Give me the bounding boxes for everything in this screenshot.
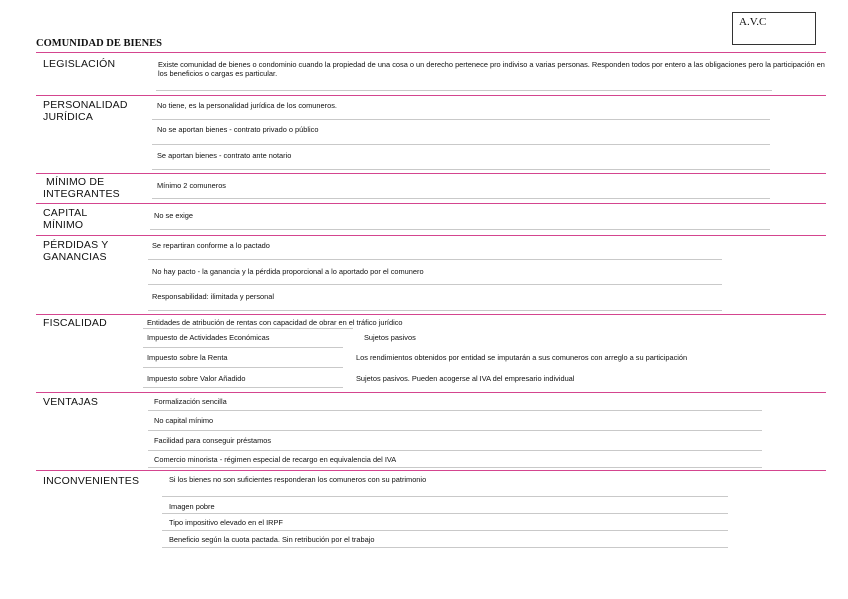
- section-divider: [36, 235, 826, 236]
- list-item: Tipo impositivo elevado en el IRPF: [169, 518, 283, 527]
- section-divider: [36, 203, 826, 204]
- section-label-fiscalidad: FISCALIDAD: [43, 317, 107, 329]
- row-rule: [152, 119, 770, 120]
- tax-note: Los rendimientos obtenidos por entidad se imputarán a sus comuneros con arreglo a su participación: [356, 353, 688, 362]
- list-item: Responsabilidad: ilimitada y personal: [152, 292, 275, 301]
- section-label-line: GANANCIAS: [43, 251, 107, 263]
- section-label-capital: [43, 207, 87, 231]
- section-divider: [36, 314, 826, 315]
- section-label-legislacion: LEGISLACIÓN: [43, 58, 116, 70]
- row-rule: [148, 450, 762, 451]
- row-rule: [143, 367, 343, 368]
- row-rule: [148, 310, 722, 311]
- section-divider: [36, 470, 826, 471]
- row-rule: [148, 259, 722, 260]
- section-label-line: MÍNIMO: [43, 219, 84, 231]
- section-divider: [36, 52, 826, 53]
- tax-name: Impuesto sobre Valor Añadido: [147, 374, 246, 383]
- section-label-line: CAPITAL: [43, 207, 88, 219]
- minimo-text: Mínimo 2 comuneros: [157, 181, 227, 190]
- tax-note: Sujetos pasivos: [364, 333, 416, 342]
- list-item: Formalización sencilla: [154, 397, 227, 406]
- list-item: Facilidad para conseguir préstamos: [154, 436, 272, 445]
- tax-name: Impuesto sobre la Renta: [147, 353, 228, 362]
- list-item: No hay pacto - la ganancia y la pérdida proporcional a lo aportado por el comunero: [152, 267, 424, 276]
- section-label-ventajas: VENTAJAS: [43, 396, 99, 408]
- section-label-personalidad: [43, 99, 128, 123]
- row-rule: [148, 284, 722, 285]
- row-rule: [152, 198, 770, 199]
- row-rule: [148, 410, 762, 411]
- section-label-perdidas: [43, 239, 108, 263]
- fiscalidad-intro: Entidades de atribución de rentas con capacidad de obrar en el tráfico jurídico: [147, 318, 403, 327]
- row-rule: [148, 430, 762, 431]
- row-rule: [162, 496, 728, 497]
- section-label-line: INTEGRANTES: [43, 188, 120, 200]
- row-rule: [143, 347, 343, 348]
- row-rule: [152, 144, 770, 145]
- tax-note: Sujetos pasivos. Pueden acogerse al IVA del empresario individual: [356, 374, 575, 383]
- legislacion-text: Existe comunidad de bienes o condominio cuando la propiedad de una cosa o un derecho pertenece pro indiviso a varias personas. Responden todos por entero a las obligaciones pero la participación en los beneficios o cargas es particular.: [158, 60, 825, 78]
- section-divider: [36, 95, 826, 96]
- list-item: Se repartiran conforme a lo pactado: [152, 241, 270, 250]
- section-label-line: PÉRDIDAS Y: [43, 239, 109, 251]
- row-rule: [162, 530, 728, 531]
- list-item: No capital mínimo: [154, 416, 214, 425]
- row-rule: [148, 467, 762, 468]
- row-rule: [156, 90, 772, 91]
- tax-name: Impuesto de Actividades Económicas: [147, 333, 270, 342]
- section-label-line: PERSONALIDAD: [43, 99, 128, 111]
- page-title: COMUNIDAD DE BIENES: [36, 38, 163, 49]
- row-rule: [143, 328, 353, 329]
- section-label-line: JURÍDICA: [43, 111, 94, 123]
- list-item: Se aportan bienes - contrato ante notario: [157, 151, 292, 160]
- row-rule: [150, 229, 770, 230]
- list-item: Beneficio según la cuota pactada. Sin retribución por el trabajo: [169, 535, 375, 544]
- section-divider: [36, 392, 826, 393]
- row-rule: [152, 169, 770, 170]
- row-rule: [162, 547, 728, 548]
- capital-text: No se exige: [154, 211, 194, 220]
- list-item: Comercio minorista - régimen especial de recargo en equivalencia del IVA: [154, 455, 397, 464]
- section-label-inconvenientes: INCONVENIENTES: [43, 475, 140, 487]
- author-badge: A.V.C: [732, 12, 816, 45]
- list-item: No se aportan bienes - contrato privado o público: [157, 125, 319, 134]
- section-label-minimo: [43, 176, 120, 200]
- row-rule: [143, 387, 343, 388]
- list-item: Si los bienes no son suficientes responderan los comuneros con su patrimonio: [169, 475, 427, 484]
- list-item: No tiene, es la personalidad jurídica de los comuneros.: [157, 101, 337, 110]
- section-divider: [36, 173, 826, 174]
- list-item: Imagen pobre: [169, 502, 215, 511]
- row-rule: [162, 513, 728, 514]
- section-label-line: MÍNIMO DE: [46, 176, 105, 188]
